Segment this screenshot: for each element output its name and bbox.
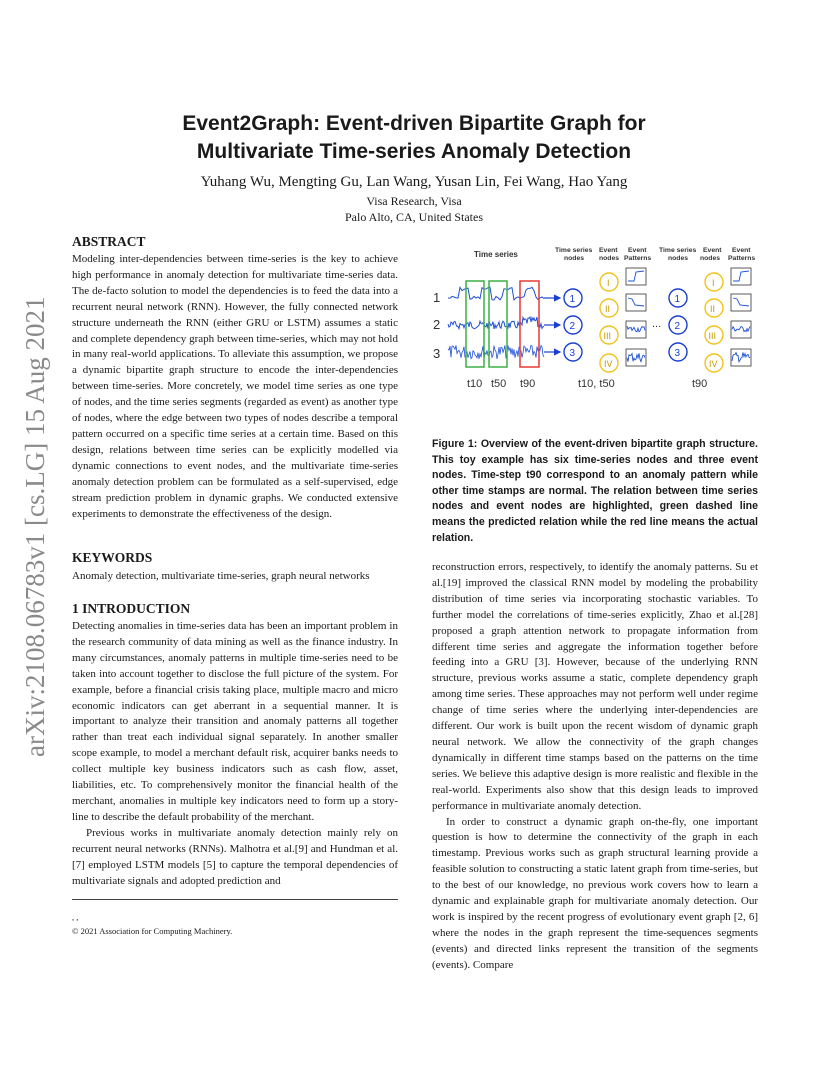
fig-event-node-I-label: I bbox=[607, 278, 610, 288]
fig-row-label-3: 3 bbox=[433, 346, 441, 361]
fig-right-time-label: t90 bbox=[692, 378, 708, 390]
keywords-body bbox=[72, 569, 398, 585]
fig-hdr-event-nodes-2b: nodes bbox=[700, 255, 721, 262]
fig-event-node-IV bbox=[600, 354, 618, 372]
keywords-text: Anomaly detection, multivariate time-series, graph neural networks bbox=[72, 570, 370, 582]
fig-ts-node-1 bbox=[564, 289, 582, 307]
fig-time-label-t90: t90 bbox=[520, 378, 536, 390]
fig-time-series-signals bbox=[448, 287, 544, 359]
fig-hdr-event-nodes-1b: Event bbox=[703, 247, 722, 254]
fig-hdr-ts-nodes-2b: nodes bbox=[668, 255, 689, 262]
right-paragraph-2: In order to construct a dynamic graph on-the-fly, one important question is how to determine the connectivity of the graph in each timestamp. Previous works such as graph structural learning provide a feasible solution to constructing a static latent graph from time-series, but to the best of our knowledge, no previous work covers how to learn a dynamic and explainable graph for multivariate anomaly detection. Our work is inspired by the recent progress of evolutionary event graph [2, 6] where the nodes in the graph represent the time-sequences segments (events) and directed links represent the transition of the segments (events). Compare bbox=[432, 815, 758, 971]
fig-event-node-IVr-label: IV bbox=[709, 359, 718, 369]
footnote-mark: , , bbox=[72, 912, 79, 922]
fig-hdr-event-patterns-2b: Patterns bbox=[728, 255, 756, 262]
fig-event-node-IV-right bbox=[705, 354, 723, 372]
fig-ts-node-3 bbox=[564, 343, 582, 361]
fig-ts-node-1-right bbox=[669, 289, 687, 307]
author-list: Yuhang Wu, Mengting Gu, Lan Wang, Yusan Lin, Fei Wang, Hao Yang bbox=[200, 174, 628, 190]
fig-mid-time-label: t10, t50 bbox=[578, 378, 615, 390]
fig-hdr-event-nodes-2: nodes bbox=[599, 255, 620, 262]
fig-ts-node-1r-label: 1 bbox=[674, 294, 681, 305]
fig-event-patterns-left bbox=[626, 268, 646, 366]
figure-1 bbox=[426, 240, 762, 396]
introduction-heading: 1 INTRODUCTION bbox=[72, 601, 191, 616]
fig-time-label-t50: t50 bbox=[491, 378, 507, 390]
fig-ts-node-1-label: 1 bbox=[569, 294, 576, 305]
abstract-text: Modeling inter-dependencies between time-series is the key to achieve high performance in anomaly detection for multivariate time-series data. The de-facto solution to model the dependencies is to feed the data into a recurrent neural network (RNN). However, the fully connected network structure underneath the RNN (either GRU or LSTM) assumes a static and complete dependency graph between time-series, which may not hold in many real-world applications. To alleviate this assumption, we propose a dynamic bipartite graph structure to encode the inter-dependencies between time-series. More concretely, we model time series as one type of nodes, and the time series segments (regarded as event) as another type of nodes, where the edge between two types of nodes describe a temporal pattern occurred on a specific time series at a certain time. Based on this design, relations between time series can be explicitly modelled via dynamic connections to event nodes, and the multivariate time-series anomaly detection problem can be formulated as a self-supervised, edge stream prediction problem in dynamic graphs. We conducted extensive experiments to demonstrate the effectiveness of the design. bbox=[72, 253, 398, 520]
paper-title bbox=[90, 110, 738, 166]
fig-label-time-series: Time series bbox=[474, 250, 518, 259]
fig-hdr-ts-nodes-1: Time series bbox=[555, 247, 593, 254]
affiliation: Visa Research, Visa bbox=[366, 194, 462, 208]
copyright-notice: © 2021 Association for Computing Machinery. bbox=[72, 926, 233, 936]
fig-event-node-III bbox=[600, 326, 618, 344]
fig-ts-node-3r-label: 3 bbox=[674, 348, 681, 359]
fig-event-node-I bbox=[600, 273, 618, 291]
fig-event-patterns-right bbox=[731, 268, 751, 366]
fig-ts-node-2r-label: 2 bbox=[674, 321, 681, 332]
fig-time-label-t10: t10 bbox=[467, 378, 483, 390]
fig-ellipsis: ... bbox=[652, 318, 662, 330]
fig-ts-node-2-label: 2 bbox=[569, 321, 576, 332]
right-column-body bbox=[432, 560, 758, 974]
fig-hdr-event-patterns-1b: Event bbox=[732, 247, 751, 254]
arxiv-stamp-text: arXiv:2108.06783v1 [cs.LG] 15 Aug 2021 bbox=[20, 296, 50, 757]
intro-paragraph-1: Detecting anomalies in time-series data has been an important problem in the research community of data mining as well as the finance industry. In many circumstances, anomaly patterns in multiple time-series need to be taken into account together to disclose the full picture of the system. For example, before a financial crisis taking place, multiple macro and micro economic indicators can get aberrant in a sequential manner. It is important to analyze their transition and anomaly patterns all together rather than treat each individual signal separately. In another smaller scope example, to model a merchant default risk, acquirer banks needs to collect multiple key business indicators such as cash flow, asset, liabilities, etc. To comprehensively monitor the financial health of the merchant, anomalies in multiple key indicators need to form up a story-line to describe the default probability of the merchant. bbox=[72, 620, 398, 823]
keywords-heading: KEYWORDS bbox=[72, 550, 153, 565]
fig-hdr-event-nodes-1: Event bbox=[599, 247, 618, 254]
footnote-rule bbox=[72, 899, 398, 900]
abstract-heading: ABSTRACT bbox=[72, 234, 146, 249]
fig-ts-node-3-right bbox=[669, 343, 687, 361]
title-line-1: Event2Graph: Event-driven Bipartite Graph for bbox=[182, 112, 646, 135]
abstract-body bbox=[72, 252, 398, 522]
fig-ts-node-3-label: 3 bbox=[569, 348, 576, 359]
fig-event-node-III-label: III bbox=[603, 331, 612, 341]
fig-event-node-IV-label: IV bbox=[604, 359, 613, 369]
fig-ts-node-2-right bbox=[669, 316, 687, 334]
location: Palo Alto, CA, United States bbox=[345, 210, 483, 224]
fig-event-node-II-right bbox=[705, 299, 723, 317]
right-paragraph-1: reconstruction errors, respectively, to identify the anomaly patterns. Su et al.[19] improved the classical RNN model by modeling the probability distribution of time series via incorporating stochastic variables. To further model the correlations of time-series explicitly, Zhao et al.[28] proposed a graph attention network to propagate information from different time series and aggregate the information together before feeding into a GRU [3]. However, because of the underlying RNN structure, previous works assume a static, complete dependency graph among time series. These approaches may not perform well under regime change of time series where the underlying inter-dependencies are different. Our work is built upon the recent wisdom of dynamic graph neural network. We allow the connectivity of the graph changes dynamically in different time stamps based on the patterns on the time series. We believe this adaptive design is more realistic and flexible in the real-world. Experiments also show that this design leads to improved performance in multivariate anomaly detection. bbox=[432, 561, 758, 812]
fig-event-node-III-right bbox=[705, 326, 723, 344]
fig-event-node-Ir-label: I bbox=[712, 278, 715, 288]
fig-hdr-ts-nodes-2: nodes bbox=[564, 255, 585, 262]
introduction-body bbox=[72, 619, 398, 889]
intro-paragraph-2: Previous works in multivariate anomaly detection mainly rely on recurrent neural networks (RNNs). Malhotra et al.[9] and Hundman et al.[7] employed LSTM models [5] to capture the temporal dependencies of multivariate signals and adopted prediction and bbox=[72, 826, 398, 887]
fig-event-node-II bbox=[600, 299, 618, 317]
fig-row-label-2: 2 bbox=[433, 317, 441, 332]
fig-hdr-event-patterns-2: Patterns bbox=[624, 255, 652, 262]
fig-hdr-ts-nodes-1b: Time series bbox=[659, 247, 697, 254]
title-line-2: Multivariate Time-series Anomaly Detection bbox=[196, 140, 632, 163]
fig-row-label-1: 1 bbox=[433, 290, 441, 305]
fig-ts-node-2 bbox=[564, 316, 582, 334]
fig-event-node-I-right bbox=[705, 273, 723, 291]
fig-event-node-II-label: II bbox=[605, 304, 611, 314]
fig-hdr-event-patterns-1: Event bbox=[628, 247, 647, 254]
figure-1-caption: Figure 1: Overview of the event-driven bipartite graph structure. This toy example has six time-series nodes and three event nodes. Time-step t90 correspond to an anomaly pattern while other time stamps are normal. The relation between time series nodes and event nodes are highlighted, green dashed line means the predicted relation while the red line means the actual relation. bbox=[432, 438, 758, 544]
fig-event-node-IIr-label: II bbox=[710, 304, 716, 314]
fig-event-node-IIIr-label: III bbox=[708, 331, 717, 341]
arxiv-stamp bbox=[14, 265, 54, 765]
